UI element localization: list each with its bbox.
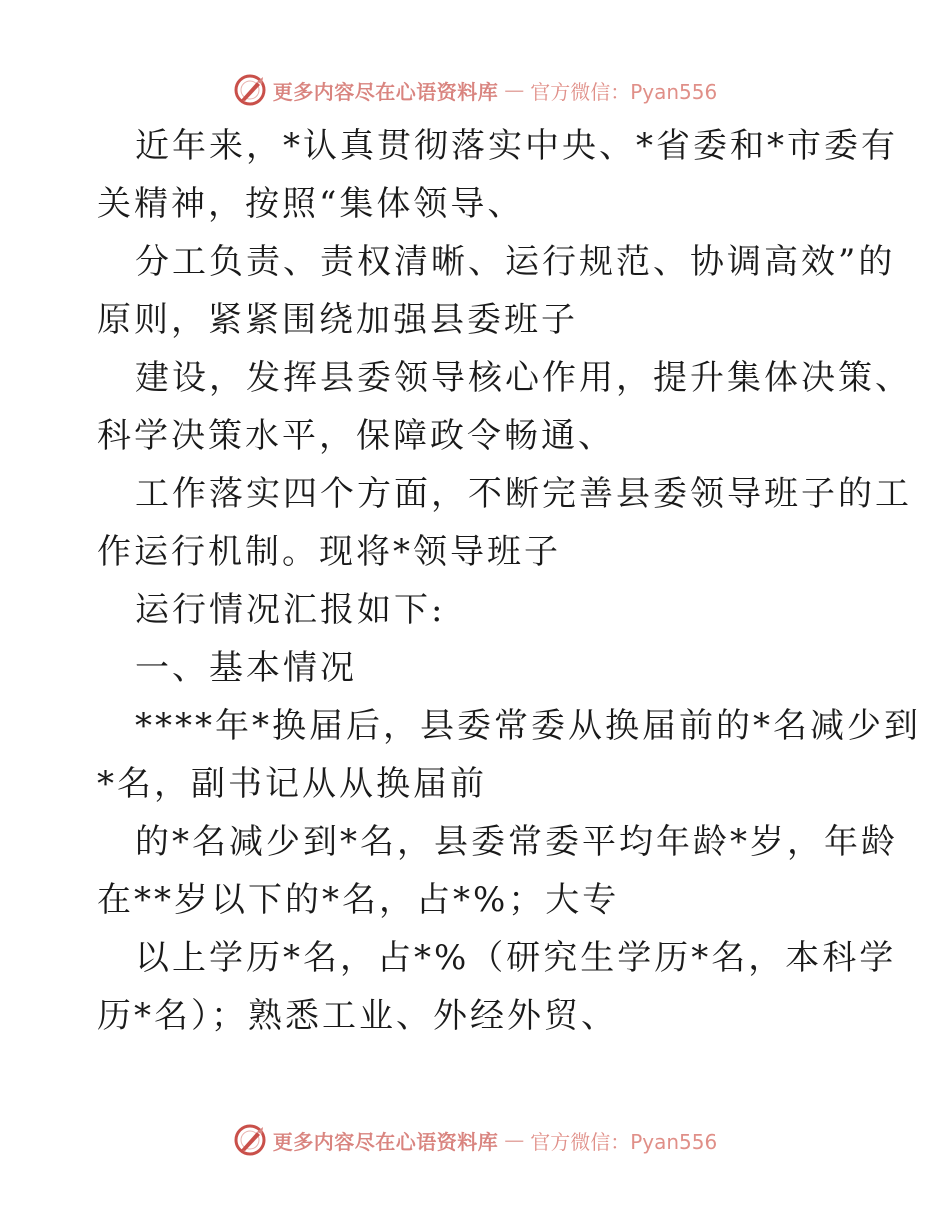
body-line: 作运行机制。现将*领导班子 (97, 532, 561, 572)
body-line: 分工负责、责权清晰、运行规范、协调高效”的 (135, 242, 896, 282)
feather-pen-circle-icon (233, 1123, 267, 1157)
body-line: 原则，紧紧围绕加强县委班子 (97, 300, 578, 340)
body-line: 历*名）；熟悉工业、外经外贸、 (97, 996, 618, 1036)
body-line: 科学决策水平，保障政令畅通、 (97, 416, 615, 456)
watermark-main-text: 更多内容尽在心语资料库 (272, 1129, 499, 1154)
body-line: 的*名减少到*名，县委常委平均年龄*岁，年龄 (135, 822, 898, 862)
body-line: 工作落实四个方面，不断完善县委领导班子的工 (135, 474, 912, 514)
watermark-wechat-text: 官方微信：Pyan556 (530, 79, 718, 104)
body-line: 在**岁以下的*名，占*%；大专 (97, 880, 620, 920)
body-line: 以上学历*名，占*%（研究生学历*名，本科学 (135, 938, 897, 978)
body-line: *名，副书记从从换届前 (97, 764, 487, 804)
body-line: 近年来，*认真贯彻落实中央、*省委和*市委有 (135, 126, 898, 166)
footer-watermark (0, 1120, 950, 1160)
watermark-separator: — (504, 1128, 525, 1152)
watermark-main-text: 更多内容尽在心语资料库 (272, 79, 499, 104)
watermark-wechat-text: 官方微信：Pyan556 (530, 1129, 718, 1154)
body-line: 建设，发挥县委领导核心作用，提升集体决策、 (135, 358, 912, 398)
body-line: 关精神，按照“集体领导、 (97, 184, 525, 224)
watermark-separator: — (504, 78, 525, 102)
body-line: 运行情况汇报如下: (135, 590, 446, 630)
header-watermark (0, 70, 950, 110)
section-heading: 一、基本情况 (135, 648, 357, 688)
feather-pen-circle-icon (233, 73, 267, 107)
body-line: ****年*换届后，县委常委从换届前的*名减少到 (135, 706, 921, 746)
